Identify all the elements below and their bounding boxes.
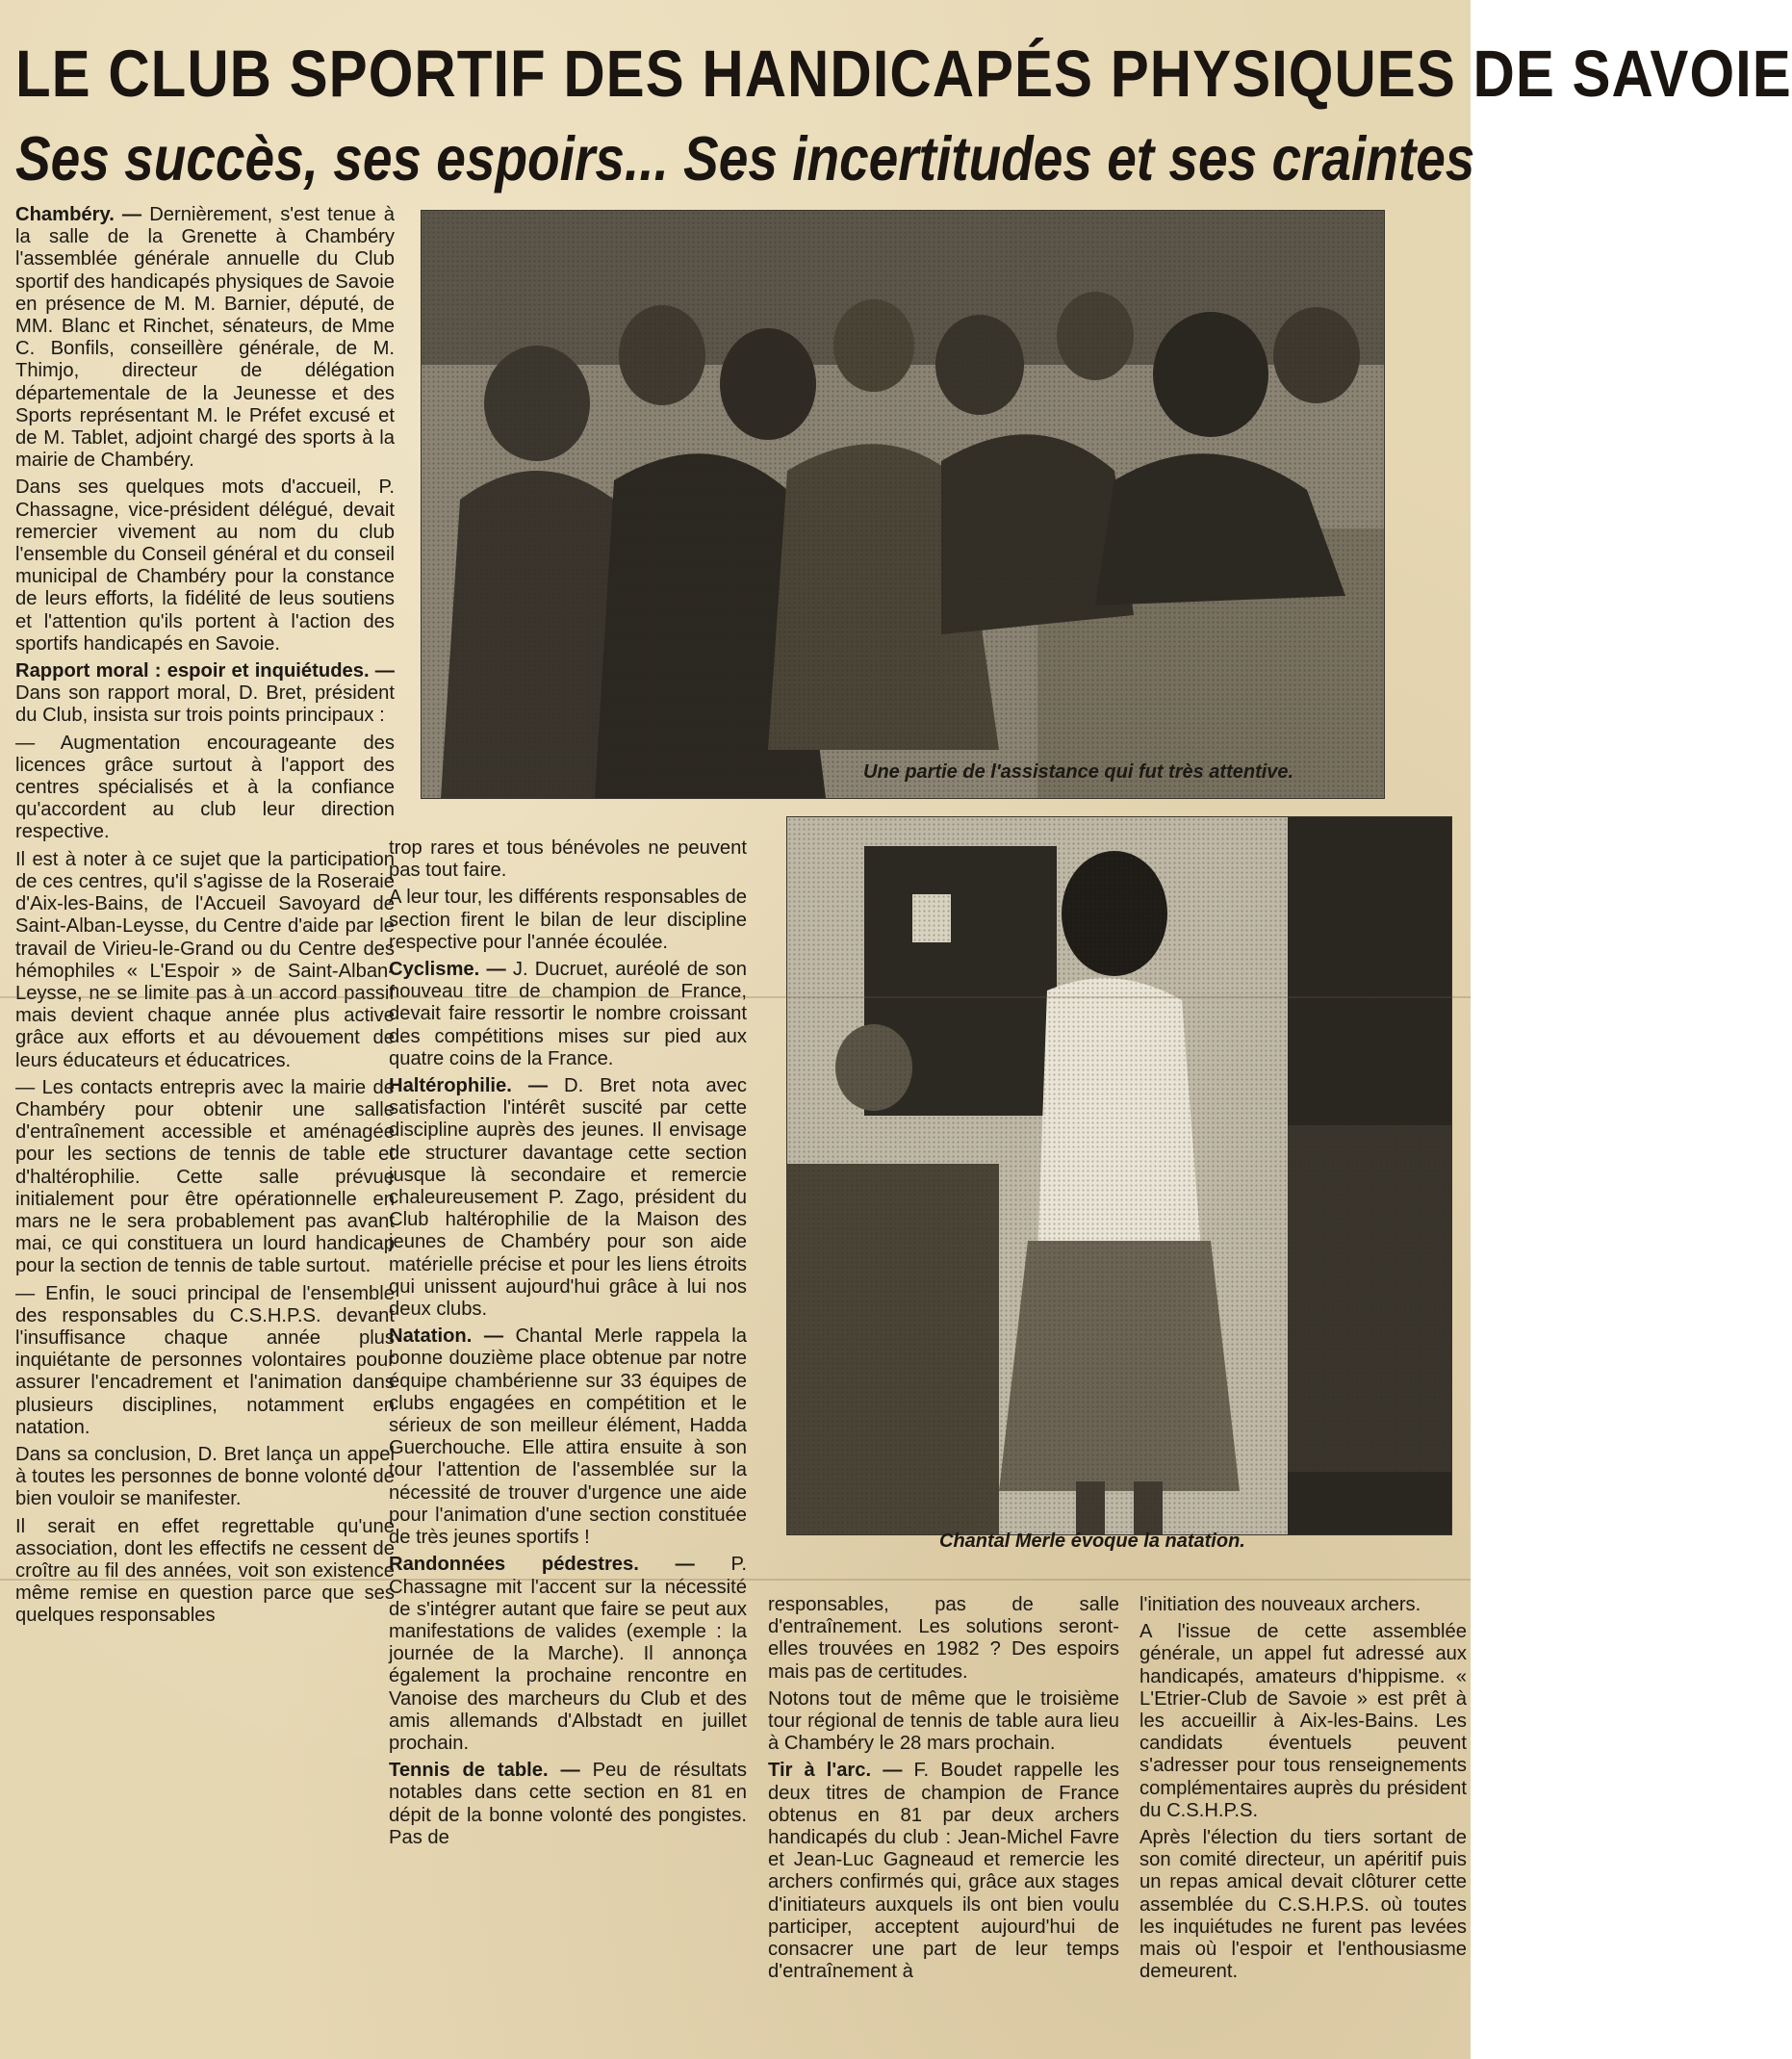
paragraph: Notons tout de même que le troisième tour régional de tennis de table aura lieu à Chambéry le 28 mars prochain. bbox=[768, 1687, 1119, 1755]
paragraph-text: J. Ducruet, auréolé de son nouveau titre de champion de France, devait faire ressortir le nombre croissant des compétitions mises sur pied aux quatre coins de la France. bbox=[389, 959, 747, 1069]
paragraph: — Enfin, le souci principal de l'ensemble des responsables du C.S.H.P.S. devant l'insuffisance chaque année plus inquiétante de personnes volontaires pour assurer l'encadrement et l'animation dans plusieurs disciplines, notamment en natation. bbox=[15, 1282, 395, 1438]
paragraph-lead: Chambéry. — bbox=[15, 204, 142, 225]
paragraph bbox=[15, 204, 395, 472]
paper-fold-line bbox=[0, 996, 1471, 998]
section-heading: Natation. — bbox=[389, 1325, 504, 1348]
section-heading: Tennis de table. — bbox=[389, 1760, 580, 1782]
section-heading: Tir à l'arc. — bbox=[768, 1760, 903, 1782]
section-heading: Randonnées pédestres. — bbox=[389, 1554, 695, 1576]
paragraph bbox=[389, 1325, 747, 1549]
paragraph: — Les contacts entrepris avec la mairie de Chambéry pour obtenir une salle d'entraînement accessible et aménagée pour les sections de tennis de table et d'haltérophilie. Cette salle prévue initialement pour être opérationnelle en mars ne le sera probablement pas avant mai, ce qui constituera un lourd handicap pour la section de tennis de table surtout. bbox=[15, 1076, 395, 1277]
paper-fold-line bbox=[0, 1579, 1471, 1581]
paragraph-text: Dernièrement, s'est tenue à la salle de la Grenette à Chambéry l'assemblée générale annuelle du Club sportif des handicapés physiques de Savoie en présence de M. M. Barnier, député, de MM. Blanc et Rinchet, sénateurs, de Mme C. Bonfils, conseillère générale, de M. Thimjo, directeur de délégation départementale de la Jeunesse et des Sports représentant M. le Préfet excusé et de M. Tablet, adjoint chargé des sports à la mairie de Chambéry. bbox=[15, 204, 396, 472]
column-2 bbox=[389, 837, 747, 1854]
paragraph: Il serait en effet regrettable qu'une association, dont les effectifs ne cessent de croître au fil des années, voit son existence même remise en question parce que ses quelques responsables bbox=[15, 1515, 395, 1627]
photo-chantal-merle-caption: Chantal Merle évoque la natation. bbox=[939, 1531, 1245, 1552]
paragraph bbox=[389, 1760, 747, 1849]
photo-audience bbox=[421, 210, 1385, 799]
paragraph: A leur tour, les différents responsables de section firent le bilan de leur discipline respective pour l'année écoulée. bbox=[389, 887, 747, 953]
paragraph: — Augmentation encourageante des licences grâce surtout à l'apport des centres spécialisés et à la confiance qu'accordent au club leur direction respective. bbox=[15, 732, 395, 843]
photo-chantal-merle bbox=[786, 816, 1452, 1535]
photo-audience-caption: Une partie de l'assistance qui fut très attentive. bbox=[863, 761, 1294, 783]
paragraph: trop rares et tous bénévoles ne peuvent pas tout faire. bbox=[389, 837, 747, 882]
paragraph: A l'issue de cette assemblée générale, un appel fut adressé aux handicapés, amateurs d'hippisme. « L'Etrier-Club de Savoie » est prêt à les accueillir à Aix-les-Bains. Les candidats éventuels peuvent s'adresser pour tous renseignements complémentaires auprès du président du C.S.H.P.S. bbox=[1139, 1621, 1467, 1821]
section-heading: Haltérophilie. — bbox=[389, 1075, 549, 1097]
column-4 bbox=[1139, 1594, 1467, 1988]
paragraph: responsables, pas de salle d'entraînement. Les solutions seront-elles trouvées en 1982 ? Des espoirs mais pas de certitudes. bbox=[768, 1594, 1119, 1683]
column-1 bbox=[15, 204, 395, 1633]
paragraph-text: Peu de résultats notables dans cette section en 81 en dépit de la bonne volonté des pongistes. Pas de bbox=[389, 1760, 748, 1848]
audience-illustration bbox=[422, 211, 1384, 798]
paragraph: Après l'élection du tiers sortant de son comité directeur, un apéritif puis un repas amical devait clôturer cette assemblée du C.S.H.P.S. où toutes les inquiétudes ne furent pas levées mais où l'espoir et l'enthousiasme demeurent. bbox=[1139, 1827, 1467, 1983]
paragraph: l'initiation des nouveaux archers. bbox=[1139, 1594, 1421, 1615]
paragraph-text: P. Chassagne mit l'accent sur la nécessité de s'intégrer autant que faire se peut aux manifestations de valides (exemple : la journée de la Marche). Il annonça également la prochaine rencontre en Vanoise des marcheurs du Club et des amis allemands d'Albstadt en juillet prochain. bbox=[389, 1554, 747, 1754]
paragraph: Il est à noter à ce sujet que la participation de ces centres, qu'il s'agisse de la Roseraie d'Aix-les-Bains, de l'Accueil Savoyard de Saint-Alban-Leysse, du Centre d'aide par le travail de Virieu-le-Grand ou du Centre des hémophiles « L'Espoir » de Saint-Alban-Leysse, ne se limite pas à un accord passif mais devient chaque année plus active grâce aux efforts et au dévouement de leurs éducateurs et éducatrices. bbox=[15, 848, 395, 1071]
paragraph-text: Chantal Merle rappela la bonne douzième place obtenue par notre équipe chambérienne sur 33 équipes de clubs engagées en compétition et le sérieux de son meilleur élément, Hadda Guerchouche. Elle attira ensuite à son tour l'attention de l'assemblée sur la nécessité de trouver d'urgence une aide pour l'animation d'une section constituée de très jeunes sportifs ! bbox=[389, 1325, 747, 1549]
paragraph bbox=[389, 1075, 747, 1321]
paragraph-text: F. Boudet rappelle les deux titres de champion de France obtenus en 81 par deux archers handicapés du club : Jean-Michel Favre et Jean-Luc Gagneaud et remercie les archers confirmés qui, grâce aux stages d'initiateurs auxquels ils ont bien voulu participer, acceptent aujourd'hui de consacrer une part de leur temps d'entraînement à bbox=[768, 1760, 1119, 1983]
subheadline: Ses succès, ses espoirs... Ses incertitudes et ses craintes bbox=[15, 123, 1475, 194]
speaker-illustration bbox=[787, 817, 1451, 1534]
section-heading: Rapport moral : espoir et inquiétudes. — bbox=[15, 660, 395, 682]
paragraph: Dans ses quelques mots d'accueil, P. Chassagne, vice-président délégué, devait remercier vivement au nom du club l'ensemble du Conseil général et du conseil municipal de Chambéry pour la constance de leurs efforts, la fidélité de leus soutiens et l'attention qu'ils portent à l'action des sportifs handicapés en Savoie. bbox=[15, 476, 395, 655]
paragraph: Dans sa conclusion, D. Bret lança un appel à toutes les personnes de bonne volonté de bien vouloir se manifester. bbox=[15, 1443, 395, 1510]
paragraph bbox=[389, 959, 747, 1070]
paragraph bbox=[15, 660, 395, 728]
paragraph bbox=[389, 1554, 747, 1755]
paragraph bbox=[768, 1760, 1119, 1983]
headline: LE CLUB SPORTIF DES HANDICAPÉS PHYSIQUES DE SAVOIE bbox=[15, 37, 1792, 112]
paragraph-text: D. Bret nota avec satisfaction l'intérêt suscité par cette discipline auprès des jeunes. Il envisage de structurer davantage cette section jusque là secondaire et remercie chaleureusement P. Zago, président du Club haltérophilie de la Maison des jeunes de Chambéry pour son aide matérielle précise et pour les liens étroits qui unissent aujourd'hui grâce à lui nos deux clubs. bbox=[389, 1075, 747, 1321]
paragraph-text: Dans son rapport moral, D. Bret, président du Club, insista sur trois points principaux : bbox=[15, 682, 395, 727]
column-3 bbox=[768, 1594, 1119, 1988]
section-heading: Cyclisme. — bbox=[389, 959, 506, 981]
